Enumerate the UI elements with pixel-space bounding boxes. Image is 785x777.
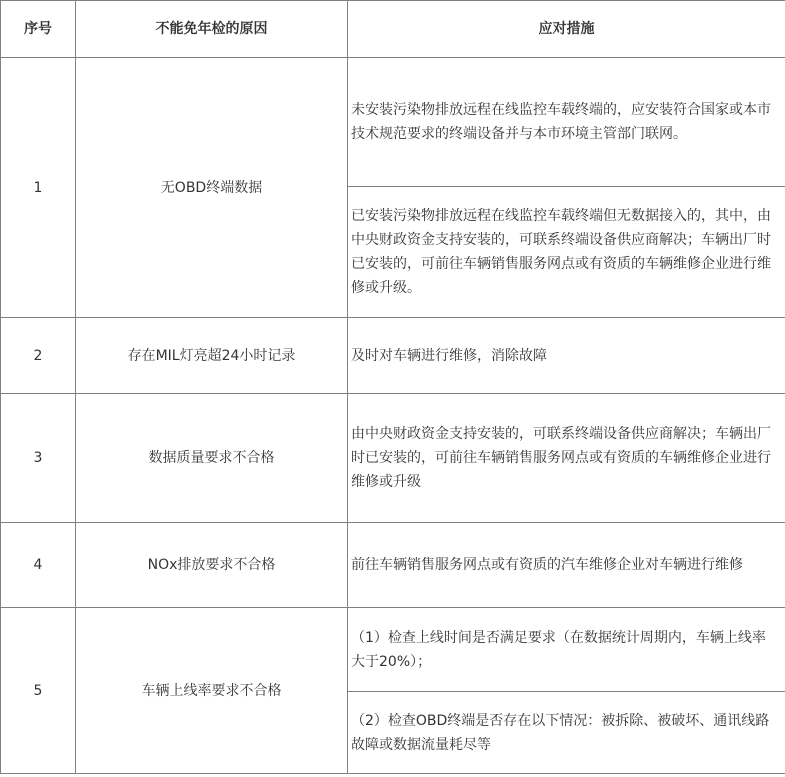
row-measure: 已安装污染物排放远程在线监控车载终端但无数据接入的，其中，由中央财政资金支持安装的，可联系终端设备供应商解决；车辆出厂时已安装的，可前往车辆销售服务网点或有资质的车辆维修企业进行维修或升级。 <box>348 187 785 318</box>
table-header-row <box>1 1 785 58</box>
table-row <box>1 523 785 608</box>
table-row <box>1 608 785 692</box>
row-measure: 及时对车辆进行维修，消除故障 <box>348 318 785 394</box>
row-index: 3 <box>1 394 76 523</box>
row-measure: 由中央财政资金支持安装的，可联系终端设备供应商解决；车辆出厂时已安装的，可前往车辆销售服务网点或有资质的车辆维修企业进行维修或升级 <box>348 394 785 523</box>
row-measure: （2）检查OBD终端是否存在以下情况：被拆除、被破坏、通讯线路故障或数据流量耗尽等 <box>348 692 785 774</box>
header-measure: 应对措施 <box>348 1 785 58</box>
row-index: 2 <box>1 318 76 394</box>
row-measure: （1）检查上线时间是否满足要求（在数据统计周期内，车辆上线率大于20%）； <box>348 608 785 692</box>
row-measure: 前往车辆销售服务网点或有资质的汽车维修企业对车辆进行维修 <box>348 523 785 608</box>
row-measure: 未安装污染物排放远程在线监控车载终端的，应安装符合国家或本市技术规范要求的终端设备并与本市环境主管部门联网。 <box>348 58 785 187</box>
row-reason: 存在MIL灯亮超24小时记录 <box>76 318 348 394</box>
table-row <box>1 58 785 187</box>
header-index: 序号 <box>1 1 76 58</box>
row-index: 1 <box>1 58 76 318</box>
row-reason: 无OBD终端数据 <box>76 58 348 318</box>
row-index: 5 <box>1 608 76 774</box>
header-reason: 不能免年检的原因 <box>76 1 348 58</box>
row-reason: 车辆上线率要求不合格 <box>76 608 348 774</box>
row-index: 4 <box>1 523 76 608</box>
table-row <box>1 394 785 523</box>
row-reason: 数据质量要求不合格 <box>76 394 348 523</box>
table-row <box>1 318 785 394</box>
row-reason: NOx排放要求不合格 <box>76 523 348 608</box>
